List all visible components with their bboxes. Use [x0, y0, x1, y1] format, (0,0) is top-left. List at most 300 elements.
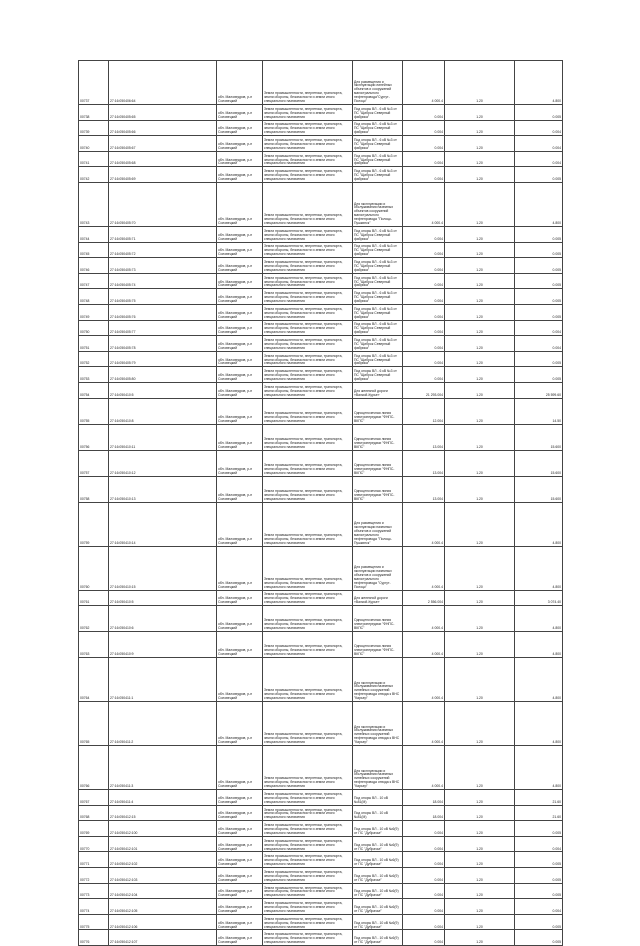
cell-cat: Земли промышленности, энергетики, транспорта, земли обороны, безопасности и земли иного специального назначения	[263, 868, 353, 884]
cell-id: 00769	[79, 821, 109, 837]
table-row	[79, 105, 563, 121]
cell-cad: 27:16:050410:5	[109, 382, 217, 398]
cell-rate: 1.20	[445, 868, 515, 884]
cell-rate: 1.20	[445, 61, 515, 105]
cell-use: Под опоры ВЛ - 10 кВ №6(9) от ПС "Дубрачье"	[353, 930, 403, 946]
cell-rate: 1.20	[445, 136, 515, 152]
cell-cat: Земли промышленности, энергетики, транспорта, земли обороны, безопасности и земли иного специального назначения	[263, 136, 353, 152]
cell-sum: 0.005	[515, 821, 563, 837]
cell-loc: обл. Маловедров, р-н Соловецкий	[217, 546, 263, 590]
cell-cat: Земли промышленности, энергетики, транспорта, земли обороны, безопасности и земли иного специального назначения	[263, 790, 353, 806]
cell-id: 00749	[79, 304, 109, 320]
cell-area: 0.004	[403, 105, 445, 121]
cell-sum: 0.005	[515, 868, 563, 884]
table-row	[79, 606, 563, 632]
cell-use: Одноцепочечная линия электропередачи "ФНПС-ВКПС"	[353, 632, 403, 658]
cell-cat: Земли промышленности, энергетики, транспорта, земли обороны, безопасности и земли иного специального назначения	[263, 367, 353, 383]
cell-rate: 1.20	[445, 476, 515, 502]
cell-loc: обл. Маловедров, р-н Соловецкий	[217, 136, 263, 152]
cell-loc: обл. Маловедров, р-н Соловецкий	[217, 658, 263, 702]
cell-cat: Земли промышленности, энергетики, транспорта, земли обороны, безопасности и земли иного специального назначения	[263, 320, 353, 336]
table-row	[79, 790, 563, 806]
cell-loc: обл. Маловедров, р-н Соловецкий	[217, 606, 263, 632]
table-row	[79, 289, 563, 305]
cell-loc: обл. Маловедров, р-н Соловецкий	[217, 61, 263, 105]
cell-loc: обл. Маловедров, р-н Соловецкий	[217, 805, 263, 821]
cell-cad: 27:16:050412:104	[109, 883, 217, 899]
cell-loc: обл. Маловедров, р-н Соловецкий	[217, 502, 263, 546]
cell-sum: 0.005	[515, 242, 563, 258]
cell-sum: 0.005	[515, 930, 563, 946]
cell-cad: 27:16:050405:80	[109, 367, 217, 383]
cell-loc: обл. Маловедров, р-н Соловецкий	[217, 226, 263, 242]
table-row	[79, 805, 563, 821]
cell-loc: обл. Маловедров, р-н Соловецкий	[217, 702, 263, 746]
cell-use: Под опоры ВЛ - 6 кВ №3 от ПС "Щиброк Северный фабрика"	[353, 289, 403, 305]
cell-area: 0.004	[403, 336, 445, 352]
cell-rate: 1.20	[445, 702, 515, 746]
table-row	[79, 151, 563, 167]
cell-sum: 0.005	[515, 273, 563, 289]
cell-cat: Земли промышленности, энергетики, транспорта, земли обороны, безопасности и земли иного специального назначения	[263, 304, 353, 320]
table-row	[79, 120, 563, 136]
cell-area: 12.004	[403, 398, 445, 424]
cell-cat: Земли промышленности, энергетики, транспорта, земли обороны, безопасности и земли иного специального назначения	[263, 914, 353, 930]
cell-area: 21 293.004	[403, 382, 445, 398]
cell-cad: 27:16:050405:65	[109, 105, 217, 121]
cell-cad: 27:16:050405:74	[109, 273, 217, 289]
cell-cat: Земли промышленности, энергетики, транспорта, земли обороны, безопасности и земли иного специального назначения	[263, 502, 353, 546]
cell-cat: Земли промышленности, энергетики, транспорта, земли обороны, безопасности и земли иного специального назначения	[263, 476, 353, 502]
table-row	[79, 930, 563, 946]
table-row	[79, 336, 563, 352]
cell-area: 0.004	[403, 821, 445, 837]
cell-cad: 27:16:050406:64	[109, 61, 217, 105]
cell-sum: 3 074.40	[515, 590, 563, 606]
cell-id: 00739	[79, 120, 109, 136]
cell-use: Под опоры ВЛ - 10 кВ №6(9) от ПС "Дубрачье"	[353, 883, 403, 899]
cell-loc: обл. Маловедров, р-н Соловецкий	[217, 120, 263, 136]
cell-sum: 0.004	[515, 120, 563, 136]
cell-rate: 1.20	[445, 320, 515, 336]
cell-id: 00775	[79, 914, 109, 930]
cell-id: 00770	[79, 836, 109, 852]
cell-cad: 27:16:050410:14	[109, 502, 217, 546]
cell-use: Под опоры ВЛ - 6 кВ №3 от ПС "Щиброк Северный фабрика"	[353, 136, 403, 152]
cell-cad: 27:16:050412:103	[109, 868, 217, 884]
cell-sum: 0.004	[515, 320, 563, 336]
cell-cad: 27:16:050412:15	[109, 805, 217, 821]
cell-id: 00738	[79, 105, 109, 121]
cell-cat: Земли промышленности, энергетики, транспорта, земли обороны, безопасности и земли иного специального назначения	[263, 273, 353, 289]
cell-loc: обл. Маловедров, р-н Соловецкий	[217, 351, 263, 367]
cell-area: 0.004	[403, 136, 445, 152]
cell-id: 00774	[79, 899, 109, 915]
cell-sum: 21.60	[515, 790, 563, 806]
cell-cat: Земли промышленности, энергетики, транспорта, земли обороны, безопасности и земли иного специального назначения	[263, 852, 353, 868]
cell-cat: Земли промышленности, энергетики, транспорта, земли обороны, безопасности и земли иного специального назначения	[263, 899, 353, 915]
table-row	[79, 746, 563, 790]
cell-cad: 27:16:050412:100	[109, 821, 217, 837]
table-row	[79, 136, 563, 152]
cell-area: 0.004	[403, 836, 445, 852]
cell-id: 00772	[79, 868, 109, 884]
cell-id: 00744	[79, 226, 109, 242]
table-row	[79, 852, 563, 868]
cell-rate: 1.20	[445, 273, 515, 289]
cell-cad: 27:16:050405:78	[109, 336, 217, 352]
cell-use: Одноцепочечная линия электропередачи "ФНПС-ВКПС"	[353, 606, 403, 632]
cell-use: Под опоры ВЛ - 10 кВ №81(М)	[353, 805, 403, 821]
cell-rate: 1.20	[445, 450, 515, 476]
cell-cat: Земли промышленности, энергетики, транспорта, земли обороны, безопасности и земли иного специального назначения	[263, 61, 353, 105]
cell-loc: обл. Маловедров, р-н Соловецкий	[217, 151, 263, 167]
cell-use: Для железной дороги «Валкой-Курье»	[353, 590, 403, 606]
table-row	[79, 304, 563, 320]
cell-cad: 27:16:050410:8	[109, 398, 217, 424]
cell-cad: 27:16:050410:6	[109, 606, 217, 632]
cell-id: 00758	[79, 476, 109, 502]
cell-sum: 0.005	[515, 258, 563, 274]
cell-sum: 0.004	[515, 151, 563, 167]
cell-use: Для эксплуатации и обслуживания наземных линейных сооружений нефтепровода отвода к ВНС "Карьер"	[353, 658, 403, 702]
cell-rate: 1.20	[445, 546, 515, 590]
cell-id: 00762	[79, 606, 109, 632]
cell-sum: 0.004	[515, 899, 563, 915]
cell-id: 00747	[79, 273, 109, 289]
cell-cad: 27:16:050405:75	[109, 289, 217, 305]
cell-rate: 1.20	[445, 821, 515, 837]
cell-loc: обл. Маловедров, р-н Соловецкий	[217, 182, 263, 226]
cell-area: 0.004	[403, 151, 445, 167]
cell-sum: 25 599.60	[515, 382, 563, 398]
cell-loc: обл. Маловедров, р-н Соловецкий	[217, 836, 263, 852]
cell-cad: 27:16:050410:12	[109, 450, 217, 476]
cell-id: 00740	[79, 136, 109, 152]
table-row	[79, 450, 563, 476]
cell-sum: 4.800	[515, 746, 563, 790]
cell-loc: обл. Маловедров, р-н Соловецкий	[217, 790, 263, 806]
cell-rate: 1.20	[445, 289, 515, 305]
cell-use: Для размещения и эксплуатации наземных объектов и сооружений магистрального нефтепровода "Сургут-Полоцк"	[353, 546, 403, 590]
cell-area: 0.004	[403, 899, 445, 915]
table-row	[79, 182, 563, 226]
cell-area: 0.004	[403, 242, 445, 258]
cell-sum: 4.800	[515, 61, 563, 105]
cell-loc: обл. Маловедров, р-н Соловецкий	[217, 914, 263, 930]
cell-id: 00766	[79, 746, 109, 790]
cell-sum: 0.004	[515, 136, 563, 152]
cell-area: 4 000.4	[403, 502, 445, 546]
cell-id: 00753	[79, 367, 109, 383]
cell-loc: обл. Маловедров, р-н Соловецкий	[217, 398, 263, 424]
cell-id: 00760	[79, 546, 109, 590]
cell-cad: 27:16:050405:72	[109, 242, 217, 258]
cell-id: 00767	[79, 790, 109, 806]
cell-cat: Земли промышленности, энергетики, транспорта, земли обороны, безопасности и земли иного специального назначения	[263, 658, 353, 702]
cell-use: Для размещения и эксплуатации наземных объектов и сооружений магистрального нефтепровода "Полоцк-Пушкинск"	[353, 502, 403, 546]
cell-cat: Земли промышленности, энергетики, транспорта, земли обороны, безопасности и земли иного специального назначения	[263, 351, 353, 367]
cell-rate: 1.20	[445, 606, 515, 632]
cell-cat: Земли промышленности, энергетики, транспорта, земли обороны, безопасности и земли иного специального назначения	[263, 382, 353, 398]
cell-sum: 0.005	[515, 304, 563, 320]
cell-rate: 1.20	[445, 182, 515, 226]
cell-area: 4 000.4	[403, 658, 445, 702]
cell-area: 4 000.4	[403, 632, 445, 658]
cell-rate: 1.20	[445, 746, 515, 790]
cell-rate: 1.20	[445, 105, 515, 121]
cell-loc: обл. Маловедров, р-н Соловецкий	[217, 242, 263, 258]
cell-id: 00745	[79, 242, 109, 258]
cell-cad: 27:16:050405:66	[109, 120, 217, 136]
cell-area: 4 000.4	[403, 546, 445, 590]
cell-sum: 0.005	[515, 914, 563, 930]
cell-loc: обл. Маловедров, р-н Соловецкий	[217, 852, 263, 868]
cell-area: 2 556.004	[403, 590, 445, 606]
cell-loc: обл. Маловедров, р-н Соловецкий	[217, 746, 263, 790]
table-row	[79, 367, 563, 383]
cell-cad: 27:16:050410:5	[109, 590, 217, 606]
cell-id: 00759	[79, 502, 109, 546]
cell-cad: 27:16:050405:70	[109, 182, 217, 226]
cell-area: 0.004	[403, 914, 445, 930]
cell-area: 4 000.4	[403, 702, 445, 746]
cell-area: 0.004	[403, 226, 445, 242]
cell-use: Под опоры ВЛ - 6 кВ №3 от ПС "Щиброк Северный фабрика"	[353, 367, 403, 383]
table-row	[79, 899, 563, 915]
cell-use: Под опоры ВЛ - 6 кВ №3 от ПС "Щиброк Северный фабрика"	[353, 320, 403, 336]
cell-cad: 27:16:050410:15	[109, 546, 217, 590]
table-row	[79, 476, 563, 502]
cell-cat: Земли промышленности, энергетики, транспорта, земли обороны, безопасности и земли иного специального назначения	[263, 398, 353, 424]
cell-area: 0.004	[403, 367, 445, 383]
cell-cad: 27:16:050411:4	[109, 790, 217, 806]
cell-use: Одноцепочечная линия электропередачи "ФНПС-ВКПС"	[353, 398, 403, 424]
cell-loc: обл. Маловедров, р-н Соловецкий	[217, 899, 263, 915]
cell-cat: Земли промышленности, энергетики, транспорта, земли обороны, безопасности и земли иного специального назначения	[263, 258, 353, 274]
cell-cat: Земли промышленности, энергетики, транспорта, земли обороны, безопасности и земли иного специального назначения	[263, 702, 353, 746]
cell-sum: 4.800	[515, 702, 563, 746]
cell-use: Под опоры ВЛ - 10 кВ №6(9) от ПС "Дубрачье"	[353, 852, 403, 868]
cell-loc: обл. Маловедров, р-н Соловецкий	[217, 382, 263, 398]
cell-id: 00756	[79, 424, 109, 450]
table-row	[79, 61, 563, 105]
cell-sum: 0.005	[515, 883, 563, 899]
cell-use: Для эксплуатации и обслуживания наземных линейных сооружений нефтепровода отвода к ВНС "Карьер"	[353, 702, 403, 746]
cell-use: Под опоры ВЛ - 6 кВ №3 от ПС "Щиброк Северный фабрика"	[353, 351, 403, 367]
cell-rate: 1.20	[445, 258, 515, 274]
cell-cad: 27:16:050412:105	[109, 899, 217, 915]
cell-sum: 0.005	[515, 852, 563, 868]
cell-sum: 4.800	[515, 182, 563, 226]
cell-cat: Земли промышленности, энергетики, транспорта, земли обороны, безопасности и земли иного специального назначения	[263, 836, 353, 852]
cell-cat: Земли промышленности, энергетики, транспорта, земли обороны, безопасности и земли иного специального назначения	[263, 226, 353, 242]
cell-id: 00773	[79, 883, 109, 899]
cell-loc: обл. Маловедров, р-н Соловецкий	[217, 632, 263, 658]
cell-rate: 1.20	[445, 242, 515, 258]
cell-cad: 27:16:050405:71	[109, 226, 217, 242]
cell-use: Одноцепочечная линия электропередачи "ФНПС-ВКПС"	[353, 424, 403, 450]
cell-use: Под опоры ВЛ - 10 кВ №6(9) от ПС "Дубрачье"	[353, 821, 403, 837]
cell-sum: 4.800	[515, 632, 563, 658]
cell-rate: 1.20	[445, 632, 515, 658]
cell-cad: 27:16:050405:68	[109, 151, 217, 167]
cell-use: Под опоры ВЛ - 10 кВ №6(9) от ПС "Дубрачье"	[353, 914, 403, 930]
cell-cad: 27:16:050412:101	[109, 836, 217, 852]
cell-rate: 1.20	[445, 398, 515, 424]
cell-area: 18.004	[403, 805, 445, 821]
cell-cad: 27:16:050411:2	[109, 702, 217, 746]
cell-rate: 1.20	[445, 151, 515, 167]
cell-id: 00751	[79, 336, 109, 352]
cell-id: 00746	[79, 258, 109, 274]
cell-id: 00748	[79, 289, 109, 305]
cell-rate: 1.20	[445, 367, 515, 383]
cell-cat: Земли промышленности, энергетики, транспорта, земли обороны, безопасности и земли иного специального назначения	[263, 336, 353, 352]
cell-area: 0.004	[403, 120, 445, 136]
table-row	[79, 226, 563, 242]
cell-loc: обл. Маловедров, р-н Соловецкий	[217, 476, 263, 502]
cell-id: 00764	[79, 658, 109, 702]
cell-sum: 15.600	[515, 450, 563, 476]
cell-sum: 4.800	[515, 546, 563, 590]
cell-cat: Земли промышленности, энергетики, транспорта, земли обороны, безопасности и земли иного специального назначения	[263, 930, 353, 946]
cell-cat: Земли промышленности, энергетики, транспорта, земли обороны, безопасности и земли иного специального назначения	[263, 242, 353, 258]
cell-area: 4 000.4	[403, 182, 445, 226]
cell-area: 13.004	[403, 476, 445, 502]
cell-id: 00741	[79, 151, 109, 167]
cell-loc: обл. Маловедров, р-н Соловецкий	[217, 590, 263, 606]
cell-sum: 0.005	[515, 351, 563, 367]
cell-use: Под опоры ВЛ - 6 кВ №3 от ПС "Щиброк Северный фабрика"	[353, 242, 403, 258]
cell-sum: 15.600	[515, 424, 563, 450]
cell-cat: Земли промышленности, энергетики, транспорта, земли обороны, безопасности и земли иного специального назначения	[263, 805, 353, 821]
cell-sum: 4.800	[515, 658, 563, 702]
cell-area: 0.004	[403, 273, 445, 289]
cell-id: 00743	[79, 182, 109, 226]
cell-area: 0.004	[403, 258, 445, 274]
cell-area: 0.004	[403, 320, 445, 336]
cell-area: 0.004	[403, 351, 445, 367]
cell-use: Под опоры ВЛ - 6 кВ №3 от ПС "Щиброк Северный фабрика"	[353, 120, 403, 136]
table-row	[79, 590, 563, 606]
table-row	[79, 658, 563, 702]
cell-rate: 1.20	[445, 424, 515, 450]
cell-rate: 1.20	[445, 351, 515, 367]
table-row	[79, 320, 563, 336]
cell-use: Для эксплуатации и обслуживания наземных линейных сооружений нефтепровода отвода к ВНС "Карьер"	[353, 746, 403, 790]
cell-cad: 27:16:050410:11	[109, 424, 217, 450]
cell-use: Под опоры ВЛ - 10 кВ №81(М)	[353, 790, 403, 806]
cell-cad: 27:16:050410:9	[109, 632, 217, 658]
cell-rate: 1.20	[445, 336, 515, 352]
cell-id: 00768	[79, 805, 109, 821]
cell-cad: 27:16:050412:106	[109, 914, 217, 930]
cell-rate: 1.20	[445, 899, 515, 915]
cell-cat: Земли промышленности, энергетики, транспорта, земли обороны, безопасности и земли иного специального назначения	[263, 167, 353, 183]
cell-rate: 1.20	[445, 304, 515, 320]
cell-id: 00765	[79, 702, 109, 746]
cell-use: Для эксплуатации и обслуживания наземных объектов сооружений магистрального нефтепровода "Полоцк-Пушкинск"	[353, 182, 403, 226]
cell-area: 4 000.4	[403, 61, 445, 105]
cell-loc: обл. Маловедров, р-н Соловецкий	[217, 105, 263, 121]
table-row	[79, 242, 563, 258]
cell-sum: 0.005	[515, 367, 563, 383]
cell-cad: 27:16:050411:3	[109, 746, 217, 790]
cell-use: Под опоры ВЛ - 6 кВ №3 от ПС "Щиброк Северный фабрика"	[353, 151, 403, 167]
cell-area: 0.004	[403, 852, 445, 868]
cell-use: Для железной дороги «Валкой-Курье»	[353, 382, 403, 398]
cell-cat: Земли промышленности, энергетики, транспорта, земли обороны, безопасности и земли иного специального назначения	[263, 546, 353, 590]
table-row	[79, 258, 563, 274]
cell-cad: 27:16:050405:76	[109, 304, 217, 320]
cell-cat: Земли промышленности, энергетики, транспорта, земли обороны, безопасности и земли иного специального назначения	[263, 450, 353, 476]
cell-rate: 1.20	[445, 590, 515, 606]
cell-cat: Земли промышленности, энергетики, транспорта, земли обороны, безопасности и земли иного специального назначения	[263, 821, 353, 837]
cell-sum: 0.005	[515, 105, 563, 121]
cell-cat: Земли промышленности, энергетики, транспорта, земли обороны, безопасности и земли иного специального назначения	[263, 151, 353, 167]
cell-rate: 1.20	[445, 226, 515, 242]
cell-id: 00771	[79, 852, 109, 868]
cell-area: 13.004	[403, 424, 445, 450]
cell-rate: 1.20	[445, 167, 515, 183]
cell-id: 00776	[79, 930, 109, 946]
cell-use: Одноцепочечная линия электропередачи "ФНПС-ВКПС"	[353, 476, 403, 502]
cell-loc: обл. Маловедров, р-н Соловецкий	[217, 930, 263, 946]
cell-loc: обл. Маловедров, р-н Соловецкий	[217, 167, 263, 183]
cell-cat: Земли промышленности, энергетики, транспорта, земли обороны, безопасности и земли иного специального назначения	[263, 105, 353, 121]
cell-cat: Земли промышленности, энергетики, транспорта, земли обороны, безопасности и земли иного специального назначения	[263, 424, 353, 450]
land-registry-table	[78, 60, 563, 946]
cell-cat: Земли промышленности, энергетики, транспорта, земли обороны, безопасности и земли иного специального назначения	[263, 606, 353, 632]
cell-cat: Земли промышленности, энергетики, транспорта, земли обороны, безопасности и земли иного специального назначения	[263, 883, 353, 899]
cell-id: 00761	[79, 590, 109, 606]
table-row	[79, 502, 563, 546]
cell-rate: 1.20	[445, 883, 515, 899]
cell-loc: обл. Маловедров, р-н Соловецкий	[217, 289, 263, 305]
cell-id: 00752	[79, 351, 109, 367]
cell-area: 4 000.4	[403, 746, 445, 790]
cell-sum: 15.600	[515, 476, 563, 502]
cell-sum: 0.005	[515, 167, 563, 183]
table-row	[79, 351, 563, 367]
cell-loc: обл. Маловедров, р-н Соловецкий	[217, 868, 263, 884]
cell-id: 00763	[79, 632, 109, 658]
cell-rate: 1.20	[445, 790, 515, 806]
cell-rate: 1.20	[445, 120, 515, 136]
cell-use: Под опоры ВЛ - 6 кВ №3 от ПС "Щиброк Северный фабрика"	[353, 336, 403, 352]
cell-rate: 1.20	[445, 658, 515, 702]
cell-cad: 27:16:050405:69	[109, 167, 217, 183]
cell-id: 00742	[79, 167, 109, 183]
cell-loc: обл. Маловедров, р-н Соловецкий	[217, 320, 263, 336]
cell-id: 00737	[79, 61, 109, 105]
cell-loc: обл. Маловедров, р-н Соловецкий	[217, 883, 263, 899]
cell-area: 0.004	[403, 930, 445, 946]
cell-cad: 27:16:050405:67	[109, 136, 217, 152]
cell-sum: 0.004	[515, 836, 563, 852]
cell-loc: обл. Маловедров, р-н Соловецкий	[217, 450, 263, 476]
cell-area: 0.004	[403, 304, 445, 320]
table-row	[79, 702, 563, 746]
cell-rate: 1.20	[445, 502, 515, 546]
table-row	[79, 836, 563, 852]
cell-rate: 1.20	[445, 852, 515, 868]
cell-area: 18.004	[403, 790, 445, 806]
cell-cat: Земли промышленности, энергетики, транспорта, земли обороны, безопасности и земли иного специального назначения	[263, 632, 353, 658]
cell-area: 13.004	[403, 450, 445, 476]
cell-rate: 1.20	[445, 382, 515, 398]
